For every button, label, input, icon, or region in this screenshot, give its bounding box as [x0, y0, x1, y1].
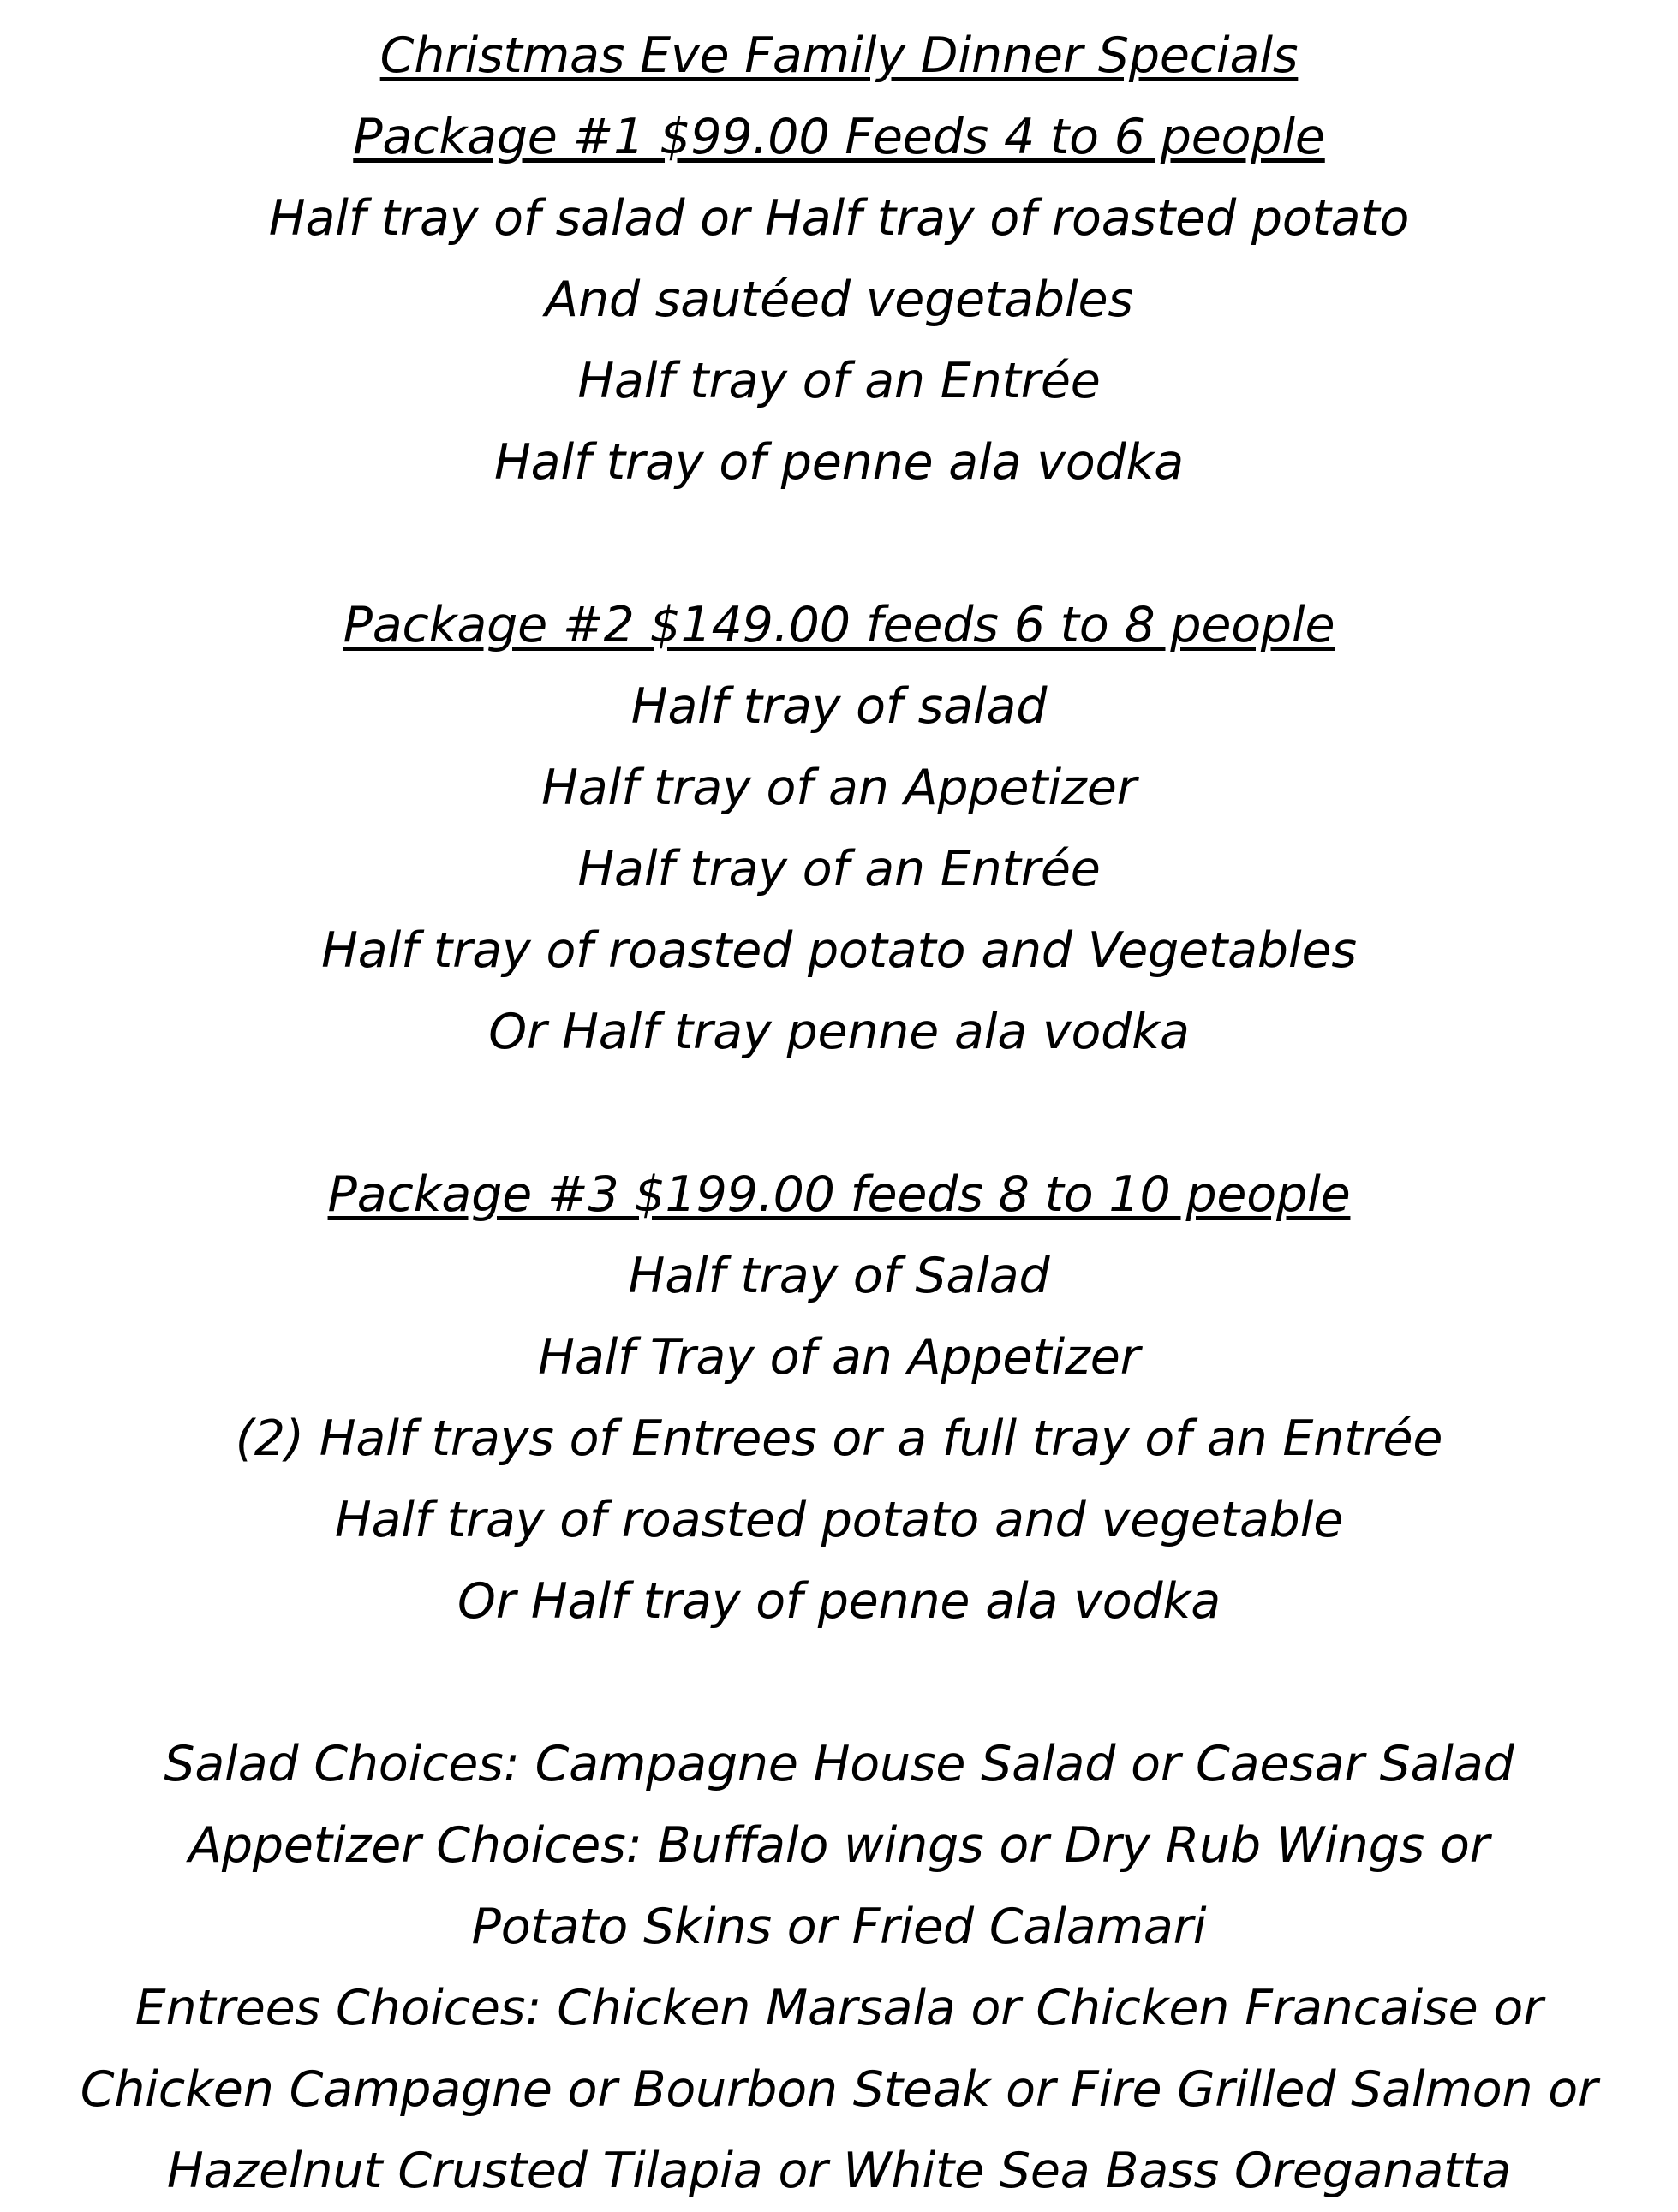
- package-3-line-1: Half tray of Salad: [628, 1248, 1050, 1304]
- package-1-line-3: Half tray of an Entrée: [577, 353, 1101, 409]
- package-2-line-5: Or Half tray penne ala vodka: [488, 1004, 1190, 1060]
- document-title-text: Christmas Eve Family Dinner Specials: [379, 27, 1299, 84]
- document-title: [60, 15, 1618, 97]
- package-1-heading: [60, 97, 1618, 178]
- package-2-line-2: Half tray of an Appetizer: [541, 760, 1137, 816]
- package-2-heading-text: Package #2 $149.00 feeds 6 to 8 people: [343, 597, 1335, 653]
- appetizer-choices-line-1: Appetizer Choices: Buffalo wings or Dry Rub Wings or: [188, 1817, 1490, 1874]
- spacer-1: [60, 504, 1618, 585]
- package-2-heading: [60, 585, 1618, 666]
- spacer-3: [60, 1643, 1618, 1724]
- package-3-heading: [60, 1154, 1618, 1236]
- package-3-line-2: Half Tray of an Appetizer: [538, 1329, 1140, 1386]
- appetizer-choices-line-2: Potato Skins or Fried Calamari: [471, 1899, 1207, 1955]
- salad-choices-line: Salad Choices: Campagne House Salad or Caesar Salad: [164, 1736, 1514, 1792]
- package-1-line-1: Half tray of salad or Half tray of roasted potato: [268, 190, 1410, 247]
- spacer-2: [60, 1073, 1618, 1154]
- package-1-heading-text: Package #1 $99.00 Feeds 4 to 6 people: [353, 109, 1325, 165]
- package-3-line-4: Half tray of roasted potato and vegetable: [334, 1492, 1344, 1548]
- package-3-heading-text: Package #3 $199.00 feeds 8 to 10 people: [327, 1166, 1351, 1223]
- package-3-line-3: (2) Half trays of Entrees or a full tray of an Entrée: [235, 1410, 1443, 1467]
- entree-choices-line-3: Hazelnut Crusted Tilapia or White Sea Bass Oreganatta: [166, 2143, 1512, 2199]
- package-1-line-2: And sautéed vegetables: [545, 271, 1133, 328]
- package-1-line-4: Half tray of penne ala vodka: [493, 434, 1185, 491]
- package-3-line-5: Or Half tray of penne ala vodka: [457, 1573, 1221, 1630]
- package-2-line-3: Half tray of an Entrée: [577, 841, 1101, 897]
- package-2-line-4: Half tray of roasted potato and Vegetables: [321, 922, 1357, 979]
- package-2-line-1: Half tray of salad: [630, 678, 1048, 735]
- entree-choices-line-2: Chicken Campagne or Bourbon Steak or Fire Grilled Salmon or: [80, 2061, 1598, 2118]
- entree-choices-line-1: Entrees Choices: Chicken Marsala or Chicken Francaise or: [134, 1980, 1544, 2036]
